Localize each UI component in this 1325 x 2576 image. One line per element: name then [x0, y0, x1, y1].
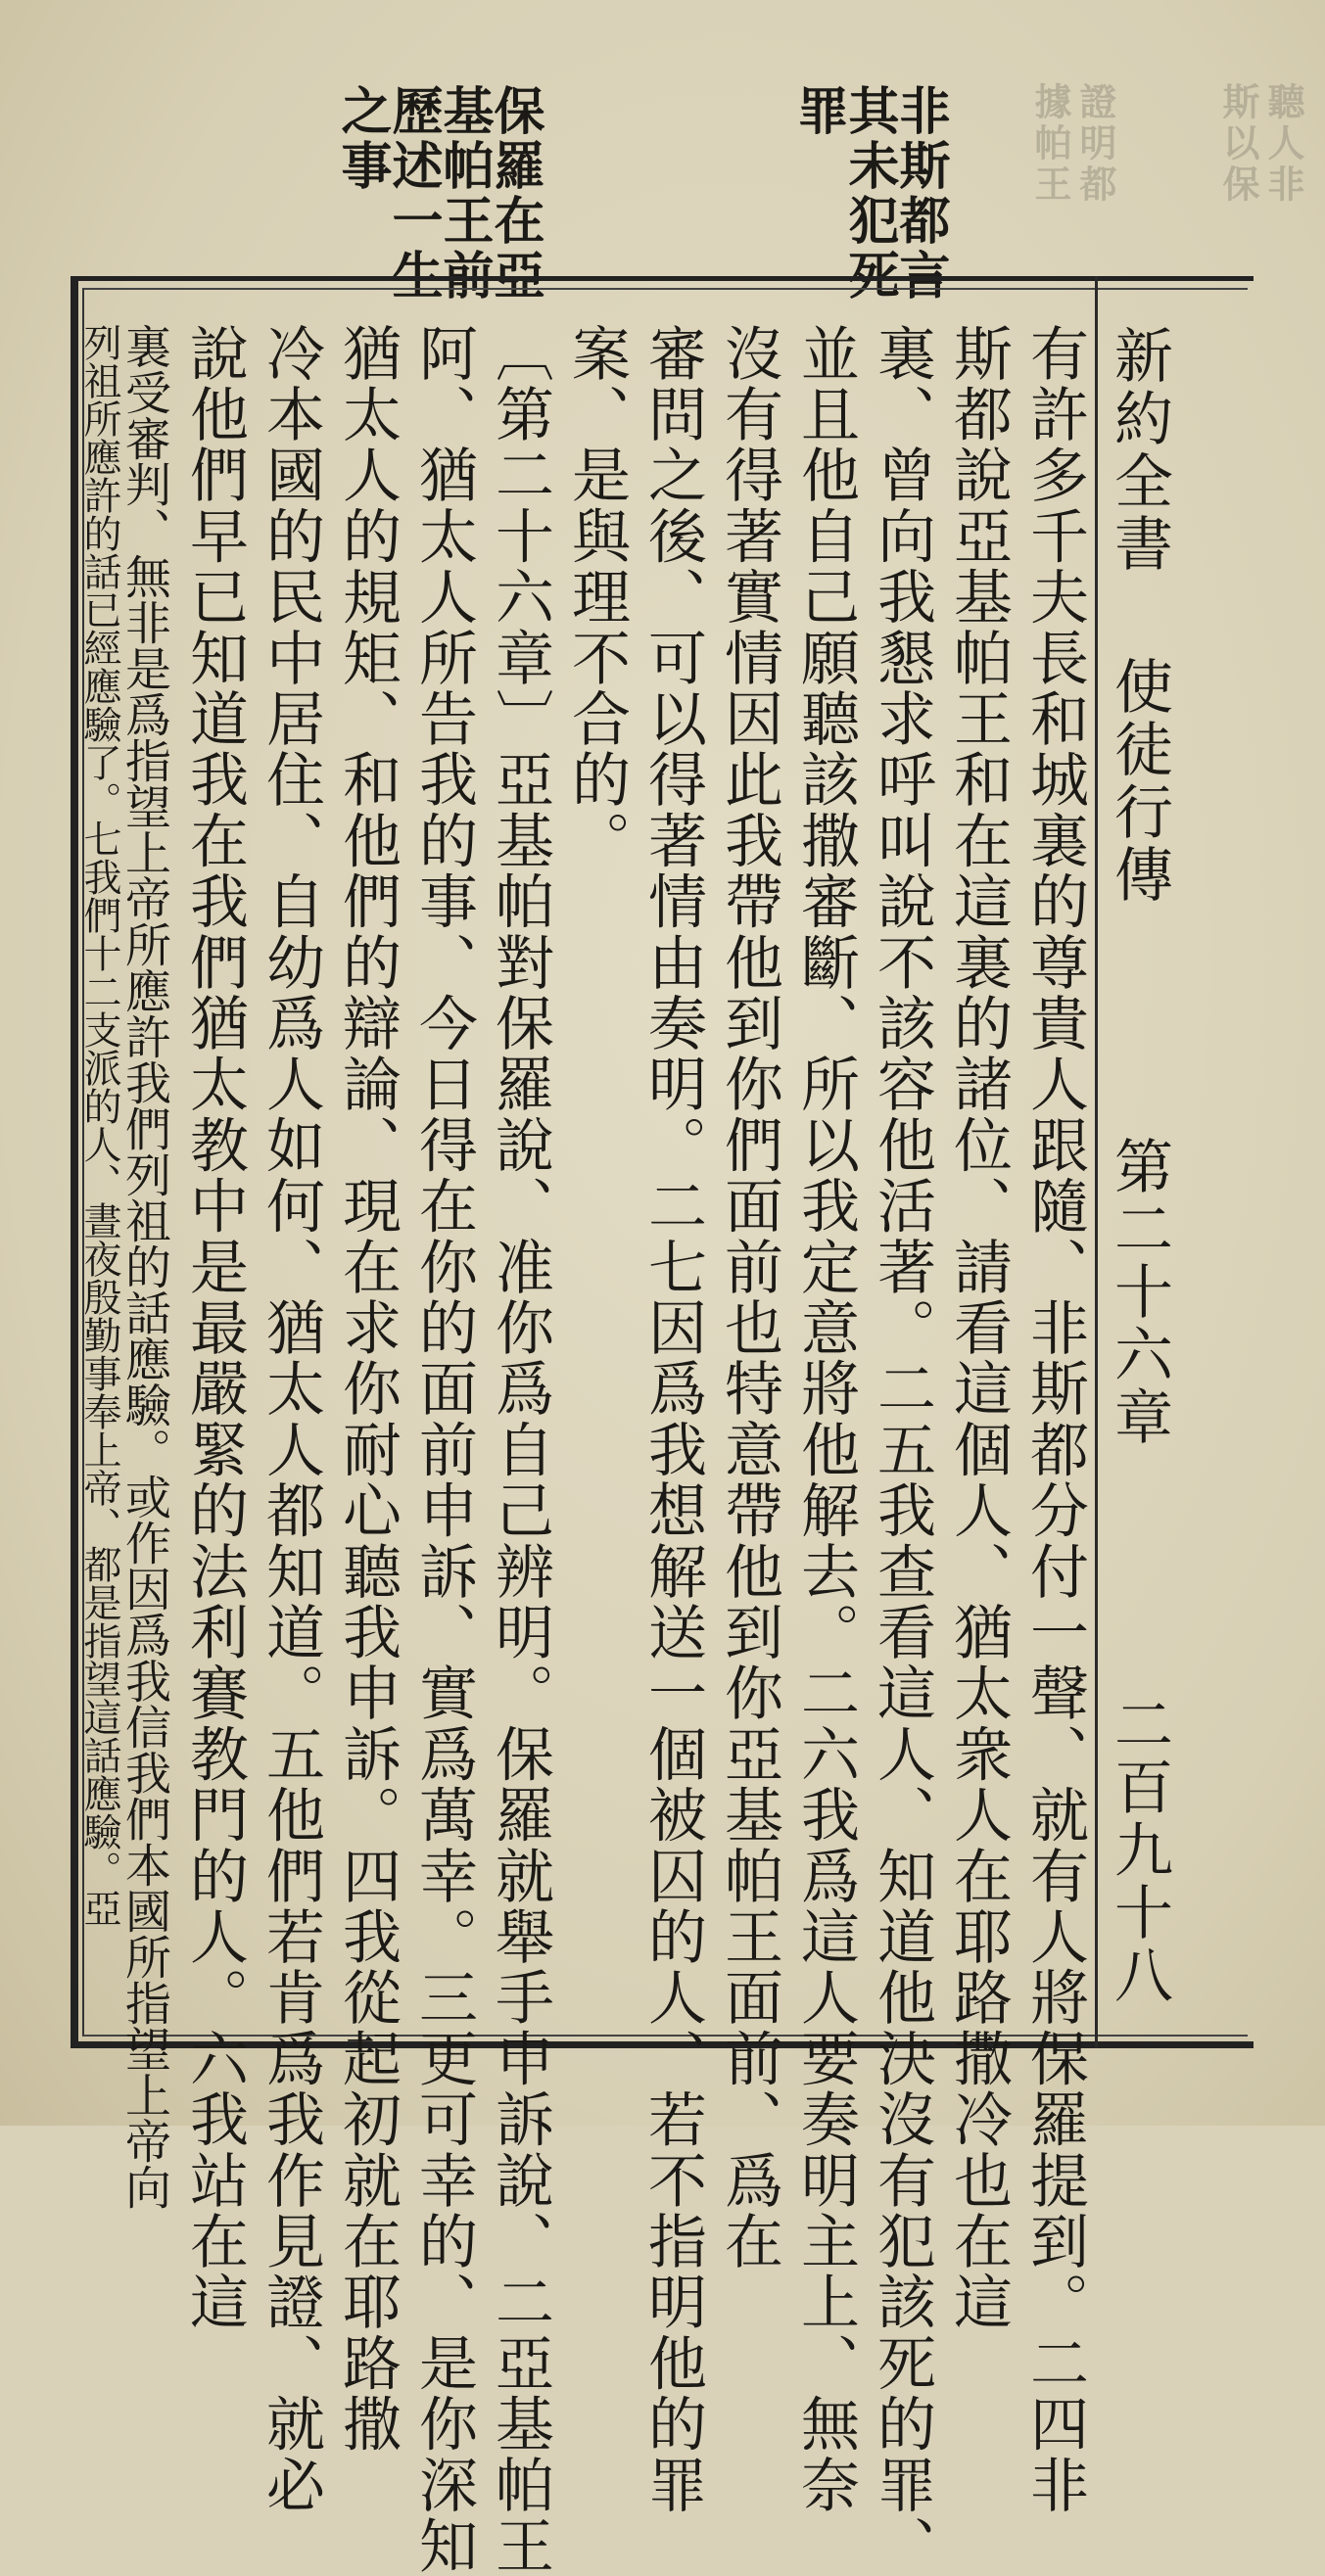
- header-divider-rule: [1095, 276, 1098, 2048]
- body-column-7: 案、是與理不合的。: [562, 323, 631, 871]
- body-column-11: 冷本國的民中居住、自幼爲人如何、猶太人都知道。五他們若肯爲我作見證、就必: [257, 323, 325, 2516]
- header-book-title: 新約全書: [1105, 325, 1173, 576]
- margin-note-1-line-2: 其未犯死: [839, 84, 899, 304]
- body-column-1: 有許多千夫長和城裏的尊貴人跟隨、非斯都分付一聲、就有人將保羅提到。二四非: [1020, 323, 1089, 2516]
- margin-note-1-line-3: 罪: [788, 84, 848, 139]
- margin-note-2-line-3: 歷述一生: [383, 84, 443, 304]
- body-column-8-chapter-start: 〔第二十六章〕亞基帕對保羅說、准你爲自己辨明。保羅就舉手申訴說、二亞基帕王: [486, 323, 554, 2576]
- body-column-2: 斯都說亞基帕王和在這裏的諸位、請看這個人、猶太衆人在耶路撒冷也在這: [944, 323, 1013, 2333]
- header-section-title: 使徒行傳: [1105, 656, 1173, 907]
- body-column-6: 審問之後、可以得著情由奏明。二七因爲我想解送一個被囚的人、若不指明他的罪: [639, 323, 707, 2516]
- show-through-col-4: 據帕王: [1028, 82, 1072, 206]
- header-chapter: 第二十六章: [1105, 1136, 1173, 1449]
- body-column-14: 列祖所應許的話已經應驗了。七我們十二支派的人、晝夜殷勤事奉上帝、都是指望這話應驗。亞: [77, 323, 121, 1927]
- body-column-12: 說他們早已知道我在我們猶太教中是最嚴緊的法利賽教門的人。六我站在這: [180, 323, 249, 2333]
- margin-note-2-line-2: 基帕王前: [434, 84, 494, 304]
- body-column-3: 裏、曾向我懇求呼叫說不該容他活著。二五我查看這人、知道他決沒有犯該死的罪、: [868, 323, 936, 2576]
- body-column-10: 猶太人的規矩、和他們的辯論、現在求你耐心聽我申訴。四我從起初就在耶路撒: [333, 323, 402, 2455]
- margin-note-1-line-1: 非斯都言: [890, 84, 950, 304]
- body-column-4: 並且他自己願聽該撒審斷、所以我定意將他解去。二六我爲這人要奏明主上、無奈: [791, 323, 860, 2516]
- show-through-col-2: 斯以保: [1216, 82, 1260, 206]
- margin-note-2-line-1: 保羅在亞: [485, 84, 544, 304]
- show-through-col-1: 聽人非: [1261, 82, 1305, 206]
- margin-note-2-line-4: 之事: [332, 84, 392, 194]
- body-column-13: 裏受審判、無非是爲指望上帝所應許我們列祖的話應驗。或作因爲我信我們本國所指望上帝向: [118, 323, 171, 2210]
- show-through-col-3: 證明都: [1073, 82, 1117, 206]
- body-column-9: 阿、猶太人所告我的事、今日得在你的面前申訴、實爲萬幸。三更可幸的、是你深知: [409, 323, 478, 2576]
- header-page-number: 二百九十八: [1105, 1694, 1173, 2007]
- body-column-5: 沒有得著實情因此我帶他到你們面前也特意帶他到你亞基帕王面前、爲在: [715, 323, 783, 2272]
